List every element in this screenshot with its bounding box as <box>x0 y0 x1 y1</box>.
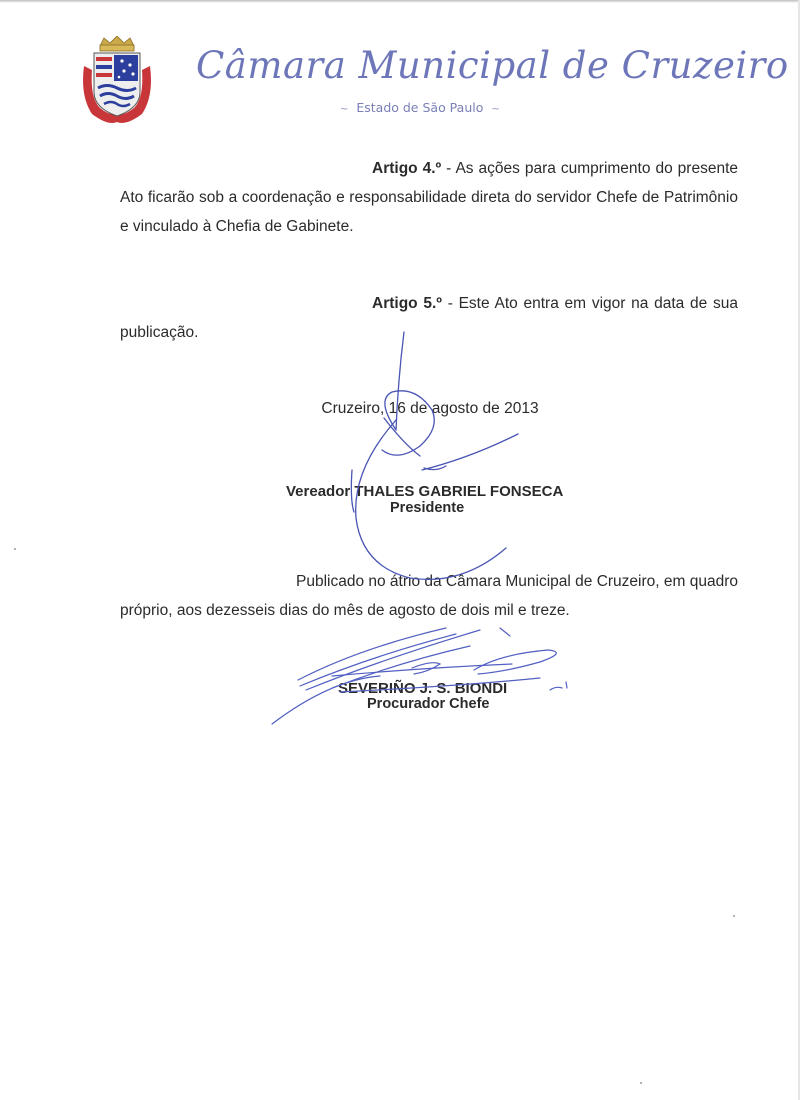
article-4 <box>120 154 738 241</box>
scan-edge <box>0 0 800 3</box>
article-5 <box>120 289 738 347</box>
article-5-label: Artigo 5.º <box>372 295 442 312</box>
signature-1-ink <box>351 332 518 579</box>
scan-speck <box>733 915 735 917</box>
publication-text: Publicado no átrio da Câmara Municipal de Cruzeiro, em quadro próprio, aos dezesseis dias do mês de agosto de dois mil e treze. <box>120 573 738 619</box>
article-4-text: - As ações para cumprimento do presente Ato ficarão sob a coordenação e responsabilidade direta do servidor Chefe de Patrimônio e vinculado à Chefia de Gabinete. <box>120 160 738 235</box>
letterhead-title: Câmara Municipal de Cruzeiro <box>196 44 789 87</box>
signatory-2-name: SEVERIÑO J. S. BIONDI <box>338 680 508 697</box>
signatory-1-name: Vereador THALES GABRIEL FONSECA <box>286 483 564 500</box>
letterhead-state: Estado de São Paulo <box>356 100 484 115</box>
signatory-2-role: Procurador Chefe <box>367 696 490 712</box>
scan-speck <box>640 1082 642 1084</box>
article-5-text: - Este Ato entra em vigor na data de sua publicação. <box>120 295 738 341</box>
letterhead-subtitle <box>340 100 540 115</box>
article-4-label: Artigo 4.º <box>372 160 442 177</box>
scan-speck <box>14 548 16 550</box>
place-and-date: Cruzeiro, 16 de agosto de 2013 <box>321 400 539 417</box>
coat-of-arms-icon <box>78 36 156 126</box>
signatory-1-role: Presidente <box>390 500 465 516</box>
ornament-right-icon: ~ <box>491 104 500 115</box>
ornament-left-icon: ~ <box>340 104 349 115</box>
publication-notice <box>120 567 738 625</box>
